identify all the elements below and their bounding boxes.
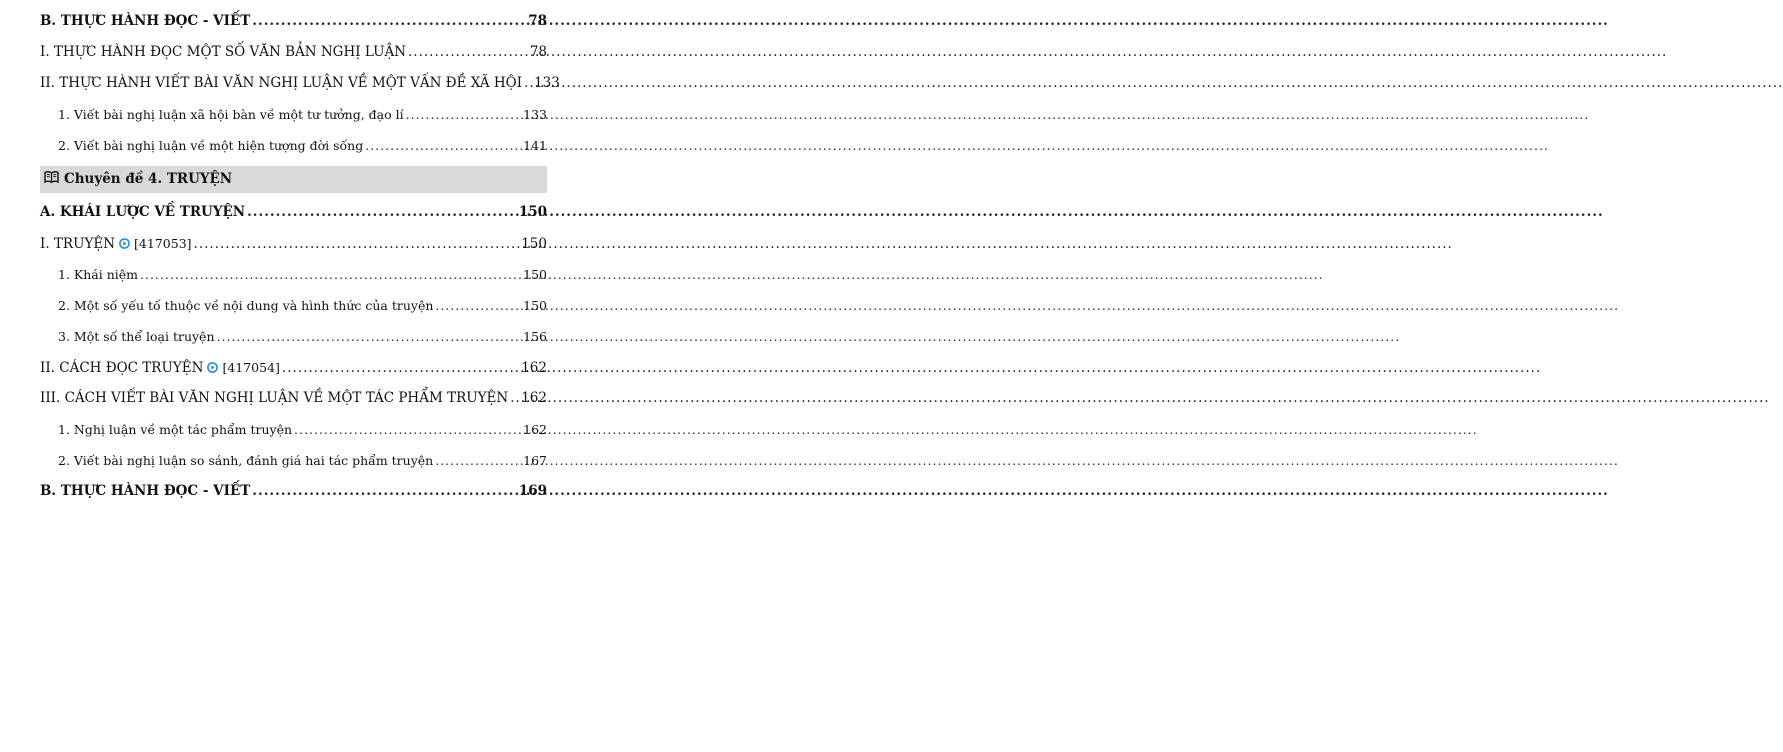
toc-entry-label — [58, 130, 363, 161]
toc-entry-text: 3. Một số thể loại truyện — [58, 329, 215, 344]
toc-entry-label — [58, 259, 138, 290]
toc-page-number: 162 — [521, 360, 547, 376]
toc-entry-1-nghi-luan-ve-mot-tac-pham-truyen[interactable] — [40, 414, 547, 445]
toc-page-number: 141 — [523, 138, 547, 153]
toc-entry-text: I. THỰC HÀNH ĐỌC MỘT SỐ VĂN BẢN NGHỊ LUẬN — [40, 44, 407, 60]
dot-leader — [252, 476, 517, 507]
toc-entry-code: [417053] — [134, 236, 192, 251]
toc-entry-text: 2. Viết bài nghị luận về một hiện tượng đời sống — [58, 138, 364, 153]
dot-leader — [194, 229, 520, 260]
table-of-contents — [40, 6, 560, 507]
toc-page-number: 150 — [521, 236, 547, 252]
toc-entry-label — [40, 383, 508, 414]
toc-page-number: 78 — [528, 13, 547, 29]
toc-entry-text: II. THỰC HÀNH VIẾT BÀI VĂN NGHỊ LUẬN VỀ MỘT VẤN ĐỀ XÃ HỘI — [40, 75, 523, 91]
toc-entry-label — [40, 37, 406, 68]
toc-entry-label — [58, 445, 433, 476]
toc-entry-1-viet-bai-nghi-luan-xa-hoi-ban-ve-mot-t[interactable] — [40, 99, 547, 130]
toc-entry-2-viet-bai-nghi-luan-so-sanh-danh-gia-ha[interactable] — [40, 445, 547, 476]
toc-page-number: 169 — [518, 483, 547, 499]
toc-entry-b-thuc-hanh-doc-viet[interactable] — [40, 476, 547, 507]
dot-leader — [282, 353, 519, 384]
dot-leader — [406, 99, 522, 130]
dot-leader — [435, 290, 521, 321]
dot-leader — [252, 6, 526, 37]
toc-page-number: 150 — [523, 267, 547, 282]
toc-entry-1-khai-niem[interactable] — [40, 259, 547, 290]
book-icon — [44, 166, 59, 193]
chapter-heading[interactable] — [40, 166, 547, 193]
toc-page-number: 162 — [523, 422, 547, 437]
toc-entry-3-mot-so-the-loai-truyen[interactable] — [40, 321, 547, 352]
toc-entry-text: 1. Khái niệm — [58, 267, 139, 282]
toc-section-top — [40, 6, 560, 161]
toc-entry-b-thuc-hanh-doc-viet[interactable] — [40, 6, 547, 37]
toc-entry-label — [40, 197, 245, 228]
dot-leader — [247, 197, 517, 228]
toc-page-number: 150 — [523, 298, 547, 313]
toc-entry-text: B. THỰC HÀNH ĐỌC - VIẾT — [40, 13, 251, 29]
toc-entry-label — [40, 352, 280, 385]
chapter-title: Chuyên đề 4. TRUYỆN — [64, 171, 233, 187]
toc-entry-text: B. THỰC HÀNH ĐỌC - VIẾT — [40, 483, 251, 499]
toc-page — [0, 0, 592, 752]
toc-entry-text: 1. Viết bài nghị luận xã hội bàn về một tư tưởng, đạo lí — [58, 107, 404, 122]
toc-page-number: 167 — [523, 453, 547, 468]
toc-page-number: 156 — [523, 329, 547, 344]
toc-entry-2-mot-so-yeu-to-thuoc-ve-noi-dung-va-hin[interactable] — [40, 290, 547, 321]
toc-entry-label — [40, 68, 522, 99]
toc-entry-code: [417054] — [222, 360, 280, 375]
toc-page-number: 133 — [523, 107, 547, 122]
toc-entry-ii-cach-doc-truyen[interactable] — [40, 352, 547, 383]
toc-page-number: 162 — [521, 390, 547, 406]
toc-entry-label — [58, 414, 292, 445]
toc-entry-2-viet-bai-nghi-luan-ve-mot-hien-tuong-d[interactable] — [40, 130, 547, 161]
dot-leader — [294, 414, 521, 445]
toc-entry-label — [40, 6, 250, 37]
toc-entry-text: II. CÁCH ĐỌC TRUYỆN — [40, 360, 204, 376]
dot-leader — [140, 259, 521, 290]
toc-page-number: 78 — [529, 44, 547, 60]
dot-leader — [408, 37, 528, 68]
toc-entry-label — [58, 99, 404, 130]
dot-leader — [510, 383, 519, 414]
toc-entry-a-khai-luoc-ve-truyen[interactable] — [40, 197, 547, 228]
toc-entry-text: III. CÁCH VIẾT BÀI VĂN NGHỊ LUẬN VỀ MỘT TÁC PHẨM TRUYỆN — [40, 390, 509, 406]
toc-entry-label — [40, 228, 192, 261]
toc-page-number: 150 — [518, 204, 547, 220]
toc-page-number: 133 — [534, 75, 560, 91]
toc-entry-ii-thuc-hanh-viet-bai-van-nghi-luan-ve-m[interactable] — [40, 68, 560, 99]
toc-entry-i-truyen[interactable] — [40, 228, 547, 259]
toc-entry-label — [58, 290, 433, 321]
toc-entry-text: 2. Một số yếu tố thuộc về nội dung và hình thức của truyện — [58, 298, 434, 313]
toc-entry-i-thuc-hanh-doc-mot-so-van-ban-nghi-luan[interactable] — [40, 37, 547, 68]
toc-entry-text: 1. Nghị luận về một tác phẩm truyện — [58, 422, 293, 437]
dot-leader — [524, 68, 532, 99]
play-circle-icon[interactable] — [119, 230, 130, 261]
toc-entry-text: A. KHÁI LƯỢC VỀ TRUYỆN — [40, 204, 246, 220]
dot-leader — [435, 445, 521, 476]
toc-section-bottom — [40, 197, 547, 507]
toc-entry-text: I. TRUYỆN — [40, 236, 116, 252]
dot-leader — [217, 321, 522, 352]
dot-leader — [365, 130, 521, 161]
toc-entry-label — [40, 476, 250, 507]
play-circle-icon[interactable] — [207, 354, 218, 385]
toc-entry-label — [58, 321, 215, 352]
toc-entry-iii-cach-viet-bai-van-nghi-luan-ve-mot-t[interactable] — [40, 383, 547, 414]
toc-entry-text: 2. Viết bài nghị luận so sánh, đánh giá hai tác phẩm truyện — [58, 453, 434, 468]
